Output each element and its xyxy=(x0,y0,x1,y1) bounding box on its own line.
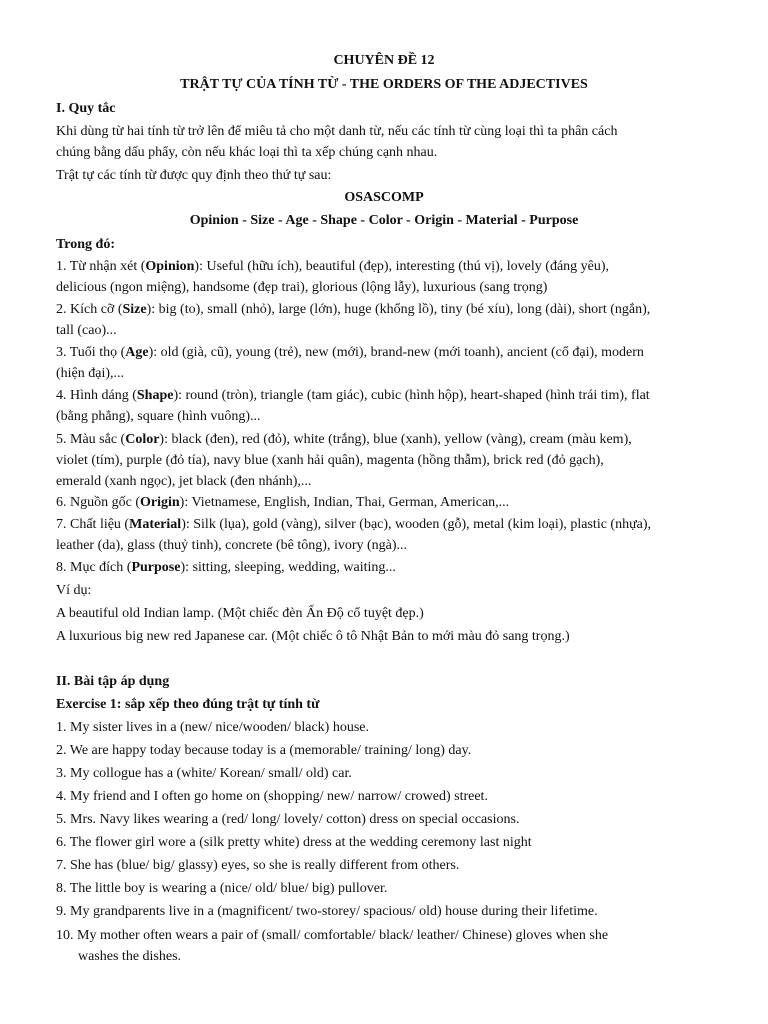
intro-line: Khi dùng từ hai tính từ trở lên để miêu tả cho một danh từ, nếu các tính từ cùng loại thì ta phân cách xyxy=(56,124,618,139)
rule-keyword: Material xyxy=(129,517,182,532)
rule-keyword: Opinion xyxy=(145,259,195,274)
document-title: CHUYÊN ĐỀ 12 xyxy=(333,53,435,68)
rule-keyword: Color xyxy=(125,432,160,447)
rule-item: 7. Chất liệu (Material): Silk (lụa), gold (vàng), silver (bạc), wooden (gỗ), metal (kim loại), plastic (nhựa), leather (da), glass (thuỷ tinh), concrete (bê tông), ivory (ngà)... xyxy=(56,517,652,553)
rule-keyword: Shape xyxy=(136,388,174,403)
section-1-heading: I. Quy tắc xyxy=(56,101,116,116)
exercise-item: 9. My grandparents live in a (magnificent/ two-storey/ spacious/ old) house during their lifetime. xyxy=(56,904,598,919)
rule-item: 4. Hình dáng (Shape): round (tròn), triangle (tam giác), cubic (hình hộp), heart-shaped (hình trái tim), flat (bằng phẳng), square (hình vuông)... xyxy=(56,388,650,424)
example-label: Ví dụ: xyxy=(56,583,92,598)
rule-item: 6. Nguồn gốc (Origin): Vietnamese, English, Indian, Thai, German, American,... xyxy=(56,495,510,510)
rule-keyword: Purpose xyxy=(131,560,181,575)
acronym: OSASCOMP xyxy=(344,190,424,205)
rule-item: 2. Kích cỡ (Size): big (to), small (nhỏ), large (lớn), huge (khổng lồ), tiny (bé xíu), long (dài), short (ngắn), tall (cao)... xyxy=(56,302,651,338)
rule-item: 3. Tuổi thọ (Age): old (già, cũ), young (trẻ), new (mới), brand-new (mới toanh), ancient (cổ đại), modern (hiện đại),... xyxy=(56,345,644,381)
example-sentence: A beautiful old Indian lamp. (Một chiếc đèn Ấn Độ cổ tuyệt đẹp.) xyxy=(56,606,424,621)
rule-keyword: Size xyxy=(122,302,147,317)
rule-keyword: Age xyxy=(125,345,149,360)
document-subtitle: TRẬT TỰ CỦA TÍNH TỪ - THE ORDERS OF THE ADJECTIVES xyxy=(180,77,588,92)
intro-line: chúng bằng dấu phẩy, còn nếu khác loại thì ta xếp chúng cạnh nhau. xyxy=(56,145,438,160)
adjective-order: Opinion - Size - Age - Shape - Color - Origin - Material - Purpose xyxy=(189,213,579,228)
intro-paragraph xyxy=(56,121,716,163)
exercise-item: 6. The flower girl wore a (silk pretty white) dress at the wedding ceremony last night xyxy=(56,835,532,850)
rule-keyword: Origin xyxy=(140,495,180,510)
exercise-item: 1. My sister lives in a (new/ nice/wooden/ black) house. xyxy=(56,720,369,735)
trong-do-label: Trong đó: xyxy=(56,237,115,252)
rule-item: 1. Từ nhận xét (Opinion): Useful (hữu ích), beautiful (đẹp), interesting (thú vị), lovely (đáng yêu), delicious (ngon miệng), handsome (đẹp trai), glorious (lộng lẫy), luxurious (sang trọng) xyxy=(56,259,610,295)
exercise-item: 5. Mrs. Navy likes wearing a (red/ long/ lovely/ cotton) dress on special occasions. xyxy=(56,812,520,827)
exercise-item: 4. My friend and I often go home on (shopping/ new/ narrow/ crowed) street. xyxy=(56,789,488,804)
exercise-item: 8. The little boy is wearing a (nice/ old/ blue/ big) pullover. xyxy=(56,881,388,896)
exercise-item: 10. My mother often wears a pair of (small/ comfortable/ black/ leather/ Chinese) gloves when she washes the dishes. xyxy=(56,928,609,964)
intro-line: Trật tự các tính từ được quy định theo thứ tự sau: xyxy=(56,168,332,183)
exercise-item: 7. She has (blue/ big/ glassy) eyes, so she is really different from others. xyxy=(56,858,460,873)
rule-item: 8. Mục đích (Purpose): sitting, sleeping, wedding, waiting... xyxy=(56,560,396,575)
section-2-heading: II. Bài tập áp dụng xyxy=(56,674,170,689)
exercise-1-heading: Exercise 1: sắp xếp theo đúng trật tự tính từ xyxy=(56,697,320,712)
rule-item: 5. Màu sắc (Color): black (đen), red (đỏ), white (trắng), blue (xanh), yellow (vàng), cream (màu kem), violet (tím), purple (đỏ tía), navy blue (xanh hải quân), magenta (hồng thẫm), brick red (đỏ gạch), emerald (xanh ngọc), jet black (đen nhánh),... xyxy=(56,432,632,489)
exercise-item: 3. My collogue has a (white/ Korean/ small/ old) car. xyxy=(56,766,352,781)
exercise-item: 2. We are happy today because today is a (memorable/ training/ long) day. xyxy=(56,743,472,758)
example-sentence: A luxurious big new red Japanese car. (Một chiếc ô tô Nhật Bản to mới màu đỏ sang trọng.) xyxy=(56,629,570,644)
